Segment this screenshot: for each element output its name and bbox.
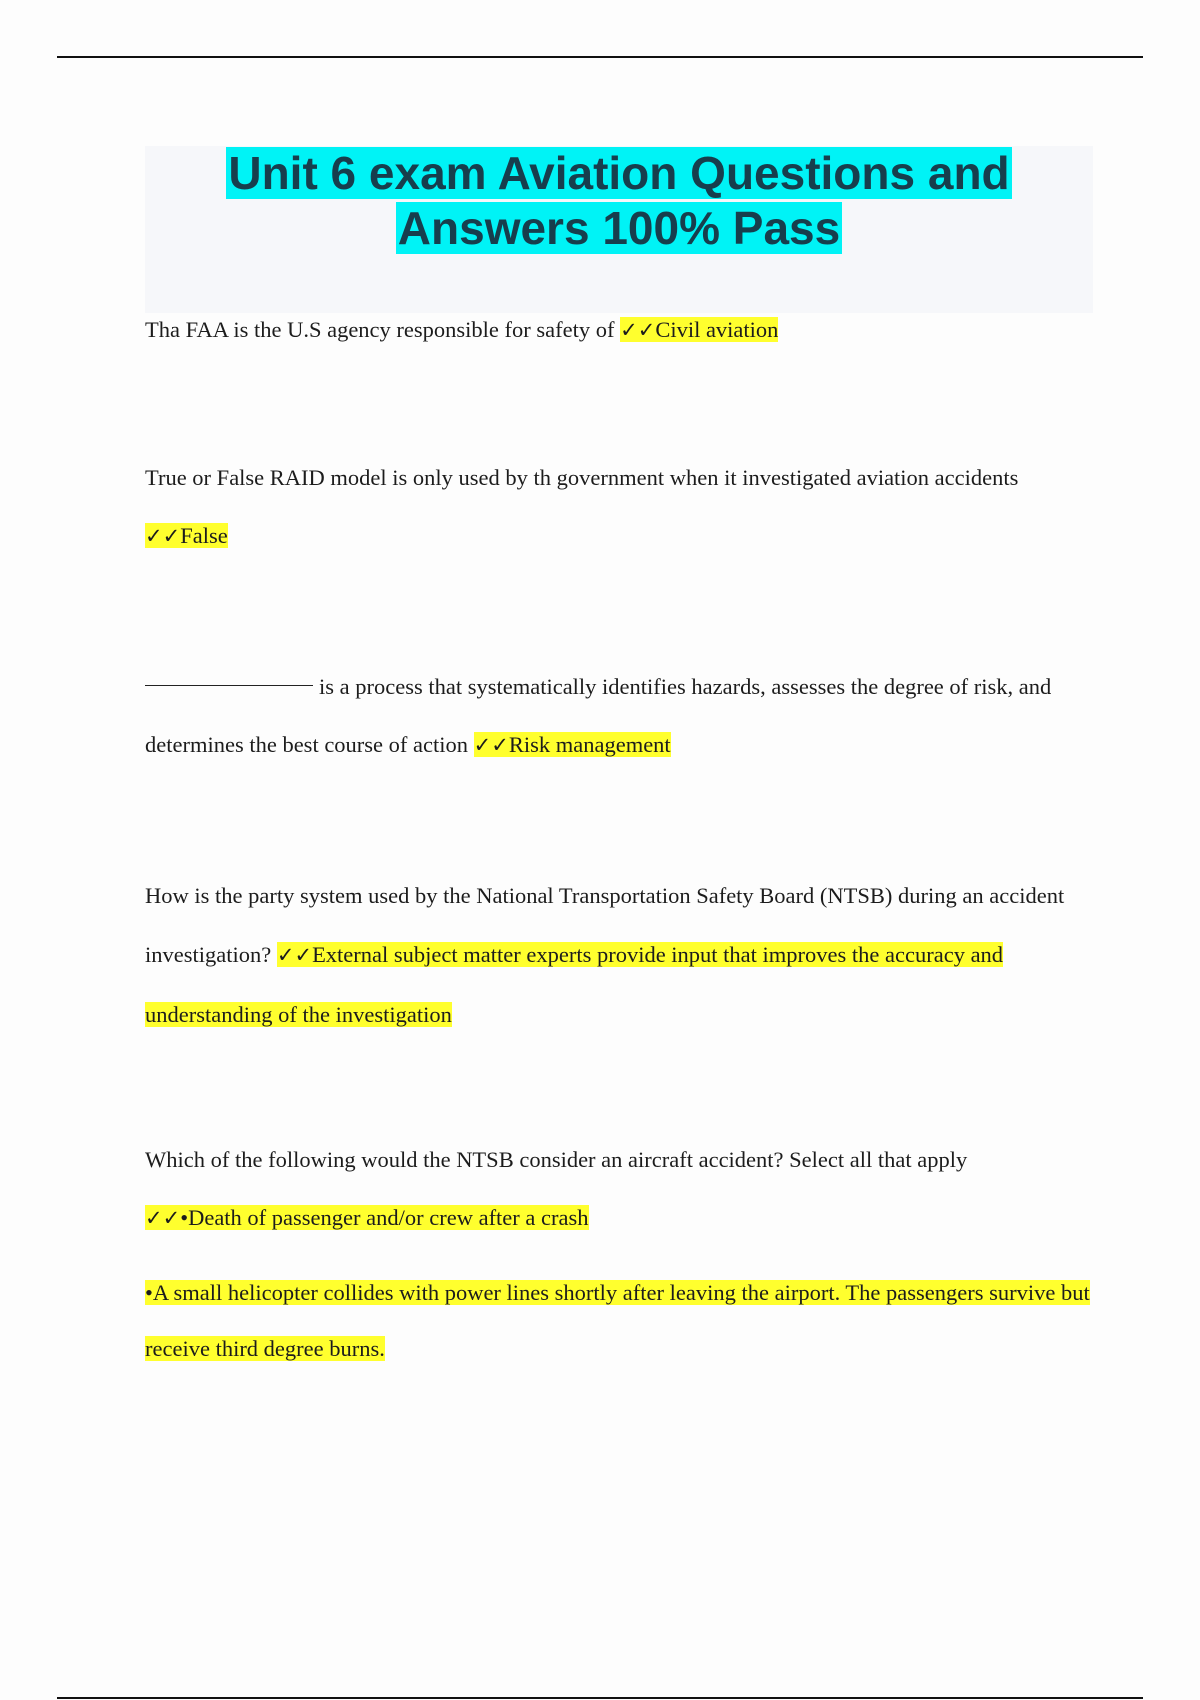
document-title: Unit 6 exam Aviation Questions and Answers 100% Pass bbox=[228, 147, 1010, 254]
check-mark-icon: ✓✓ bbox=[473, 733, 509, 757]
question-3 bbox=[145, 658, 1100, 774]
answer-text: False bbox=[180, 523, 228, 548]
question-4 bbox=[145, 866, 1100, 1044]
top-rule bbox=[57, 56, 1143, 58]
question-text: How is the party system used by the National Transportation Safety Board (NTSB) during an accident investigation? bbox=[145, 883, 1065, 967]
answer-text: •Death of passenger and/or crew after a crash bbox=[180, 1205, 589, 1230]
bottom-rule bbox=[57, 1697, 1143, 1699]
question-text: Which of the following would the NTSB consider an aircraft accident? Select all that apply bbox=[145, 1147, 968, 1172]
answer-text: External subject matter experts provide input that improves the accuracy and understanding of the investigation bbox=[145, 942, 1004, 1027]
question-1 bbox=[145, 301, 1100, 359]
fill-in-blank-line bbox=[145, 685, 313, 686]
title-box bbox=[145, 146, 1093, 313]
answer-highlight bbox=[474, 732, 671, 757]
answer-highlight bbox=[145, 523, 228, 548]
check-mark-icon: ✓✓ bbox=[145, 1206, 181, 1230]
question-text: Tha FAA is the U.S agency responsible for safety of bbox=[145, 317, 621, 342]
answer-highlight bbox=[145, 1205, 589, 1230]
question-text: is a process that systematically identifies hazards, assesses the degree of risk, and determines the best course of action bbox=[145, 674, 1052, 757]
check-mark-icon: ✓✓ bbox=[276, 943, 313, 967]
check-mark-icon: ✓✓ bbox=[145, 524, 181, 548]
answer-highlight-2: •A small helicopter collides with power lines shortly after leaving the airport. The passengers survive but receive third degree burns. bbox=[145, 1280, 1090, 1361]
answer-text: Risk management bbox=[508, 732, 671, 757]
check-mark-icon: ✓✓ bbox=[620, 318, 656, 342]
answer-highlight bbox=[620, 317, 778, 342]
answer-text: Civil aviation bbox=[655, 317, 779, 342]
question-2 bbox=[145, 449, 1100, 565]
question-text: True or False RAID model is only used by th government when it investigated aviation accidents bbox=[145, 465, 1019, 490]
question-5 bbox=[145, 1131, 1100, 1377]
